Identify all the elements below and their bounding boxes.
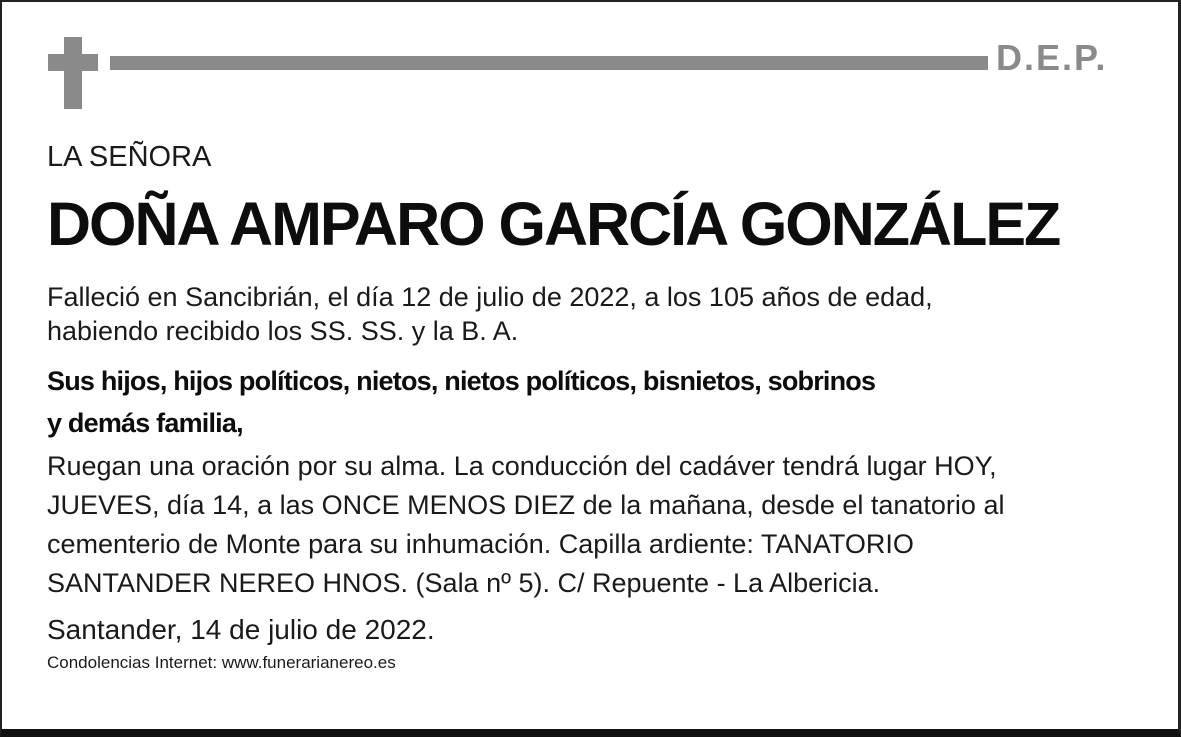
death-line: habiendo recibido los SS. SS. y la B. A. xyxy=(47,316,519,346)
request-line: Ruegan una oración por su alma. La conducción del cadáver tendrá lugar HOY, xyxy=(47,451,997,481)
family-line: y demás familia, xyxy=(47,408,243,438)
request-line: cementerio de Monte para su inhumación. Capilla ardiente: TANATORIO xyxy=(47,529,914,559)
dep-label: D.E.P. xyxy=(996,37,1108,78)
condolences-line: Condolencias Internet: www.funerarianereo.es xyxy=(47,653,396,672)
header-rule xyxy=(110,56,988,70)
death-line: Falleció en Sancibrián, el día 12 de julio de 2022, a los 105 años de edad, xyxy=(47,282,933,312)
cross-icon xyxy=(64,37,82,109)
request-line: SANTANDER NEREO HNOS. (Sala nº 5). C/ Repuente - La Albericia. xyxy=(47,568,881,598)
place-date: Santander, 14 de julio de 2022. xyxy=(47,614,435,645)
deceased-name: DOÑA AMPARO GARCÍA GONZÁLEZ xyxy=(47,190,1060,258)
cross-icon-bar xyxy=(48,54,98,71)
request-line: JUEVES, día 14, a las ONCE MENOS DIEZ de la mañana, desde el tanatorio al xyxy=(47,490,1005,520)
family-line: Sus hijos, hijos políticos, nietos, nietos políticos, bisnietos, sobrinos xyxy=(47,366,876,396)
salutation: LA SEÑORA xyxy=(47,141,212,173)
